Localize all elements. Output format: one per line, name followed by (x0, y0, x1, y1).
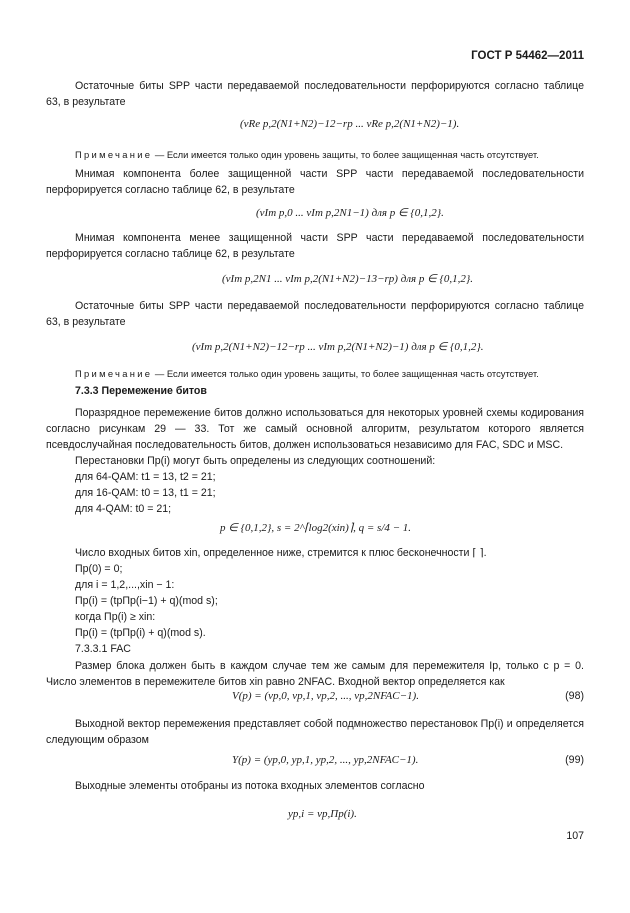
note-label: Примечание (75, 368, 153, 379)
qam16-line: для 16-QAM: t0 = 13, t1 = 21; (75, 487, 216, 499)
paragraph-output-elements: Выходные элементы отобраны из потока входных элементов согласно (75, 780, 425, 792)
formula-im-less: (vIm p,2N1 ... vIm p,2(N1+N2)−13−rp) для p ∈ {0,1,2}. (222, 273, 474, 285)
note-label: Примечание (75, 149, 153, 160)
formula-im-more: (vIm p,0 ... vIm p,2N1−1) для p ∈ {0,1,2}. (256, 207, 444, 219)
note-2 (75, 367, 584, 381)
paragraph-im-more: Мнимая компонента более защищенной части SPP части передаваемой последовательности перфорируется согласно таблице 62, в результате (46, 168, 584, 196)
paragraph-residual-im: Остаточные биты SPP части передаваемой последовательности перфорируются согласно таблице 63, в результате (46, 300, 584, 328)
recurrence-1: Πp(i) = (tpΠp(i−1) + q)(mod s); (75, 595, 218, 607)
formula-output-vector: Y(p) = (yp,0, yp,1, yp,2, ..., yp,2NFAC−1). (232, 754, 419, 766)
recurrence-2: Πp(i) = (tpΠp(i) + q)(mod s). (75, 627, 206, 639)
pi0-line: Πp(0) = 0; (75, 563, 123, 575)
note-text: — Если имеется только один уровень защиты, то более защищенная часть отсутствует. (152, 368, 539, 379)
equation-number-98: (98) (565, 690, 584, 702)
paragraph-residual-re: Остаточные биты SPP части передаваемой последовательности перфорируются согласно таблице 63, в результате (46, 80, 584, 108)
formula-residual-re: (vRe p,2(N1+N2)−12−rp ... vRe p,2(N1+N2)−1). (240, 118, 460, 130)
note-1 (75, 148, 584, 162)
paragraph-im-less: Мнимая компонента менее защищенной части SPP части передаваемой последовательности перфорируется согласно таблице 62, в результате (46, 232, 584, 260)
when-line: когда Πp(i) ≥ xin: (75, 611, 156, 623)
formula-parameters: p ∈ {0,1,2}, s = 2^⌈log2(xin)⌉, q = s/4 − 1. (220, 522, 412, 534)
subsection-title: 7.3.3.1 FAC (75, 643, 131, 655)
formula-selection: yp,i = vp,Πp(i). (288, 808, 357, 820)
standard-header: ГОСТ Р 54462—2011 (471, 50, 584, 62)
xin-line: Число входных битов xin, определенное ниже, стремится к плюс бесконечности ⌈ ⌉. (75, 547, 487, 559)
for-i-line: для i = 1,2,...,xin − 1: (75, 579, 175, 591)
paragraph-permutations: Перестановки Πp(i) могут быть определены из следующих соотношений: (75, 455, 436, 467)
page-number: 107 (566, 830, 584, 842)
note-text: — Если имеется только один уровень защиты, то более защищенная часть отсутствует. (152, 149, 539, 160)
paragraph-interleaving: Поразрядное перемежение битов должно использоваться для некоторых уровней схемы кодирования согласно рисункам 29 — 33. Тот же самый основной алгоритм, результатом которого является псевдослучайная последовательность битов, должен использоваться независимо для FAC, SDC и MSC. (46, 407, 584, 451)
section-title: 7.3.3 Перемежение битов (75, 385, 207, 397)
formula-residual-im: (vIm p,2(N1+N2)−12−rp ... vIm p,2(N1+N2)−1) для p ∈ {0,1,2}. (192, 341, 484, 353)
qam64-line: для 64-QAM: t1 = 13, t2 = 21; (75, 471, 216, 483)
paragraph-block-size: Размер блока должен быть в каждом случае тем же самым для перемежителя Ip, только с p = 0. Число элементов в перемежителе битов xin равно 2NFAC. Входной вектор определяется как (46, 660, 584, 688)
paragraph-output-vector: Выходной вектор перемежения представляет собой подмножество перестановок Πp(i) и определяется следующим образом (46, 718, 584, 746)
equation-number-99: (99) (565, 754, 584, 766)
qam4-line: для 4-QAM: t0 = 21; (75, 503, 172, 515)
formula-input-vector: V(p) = (vp,0, vp,1, vp,2, ..., vp,2NFAC−1). (232, 690, 419, 702)
